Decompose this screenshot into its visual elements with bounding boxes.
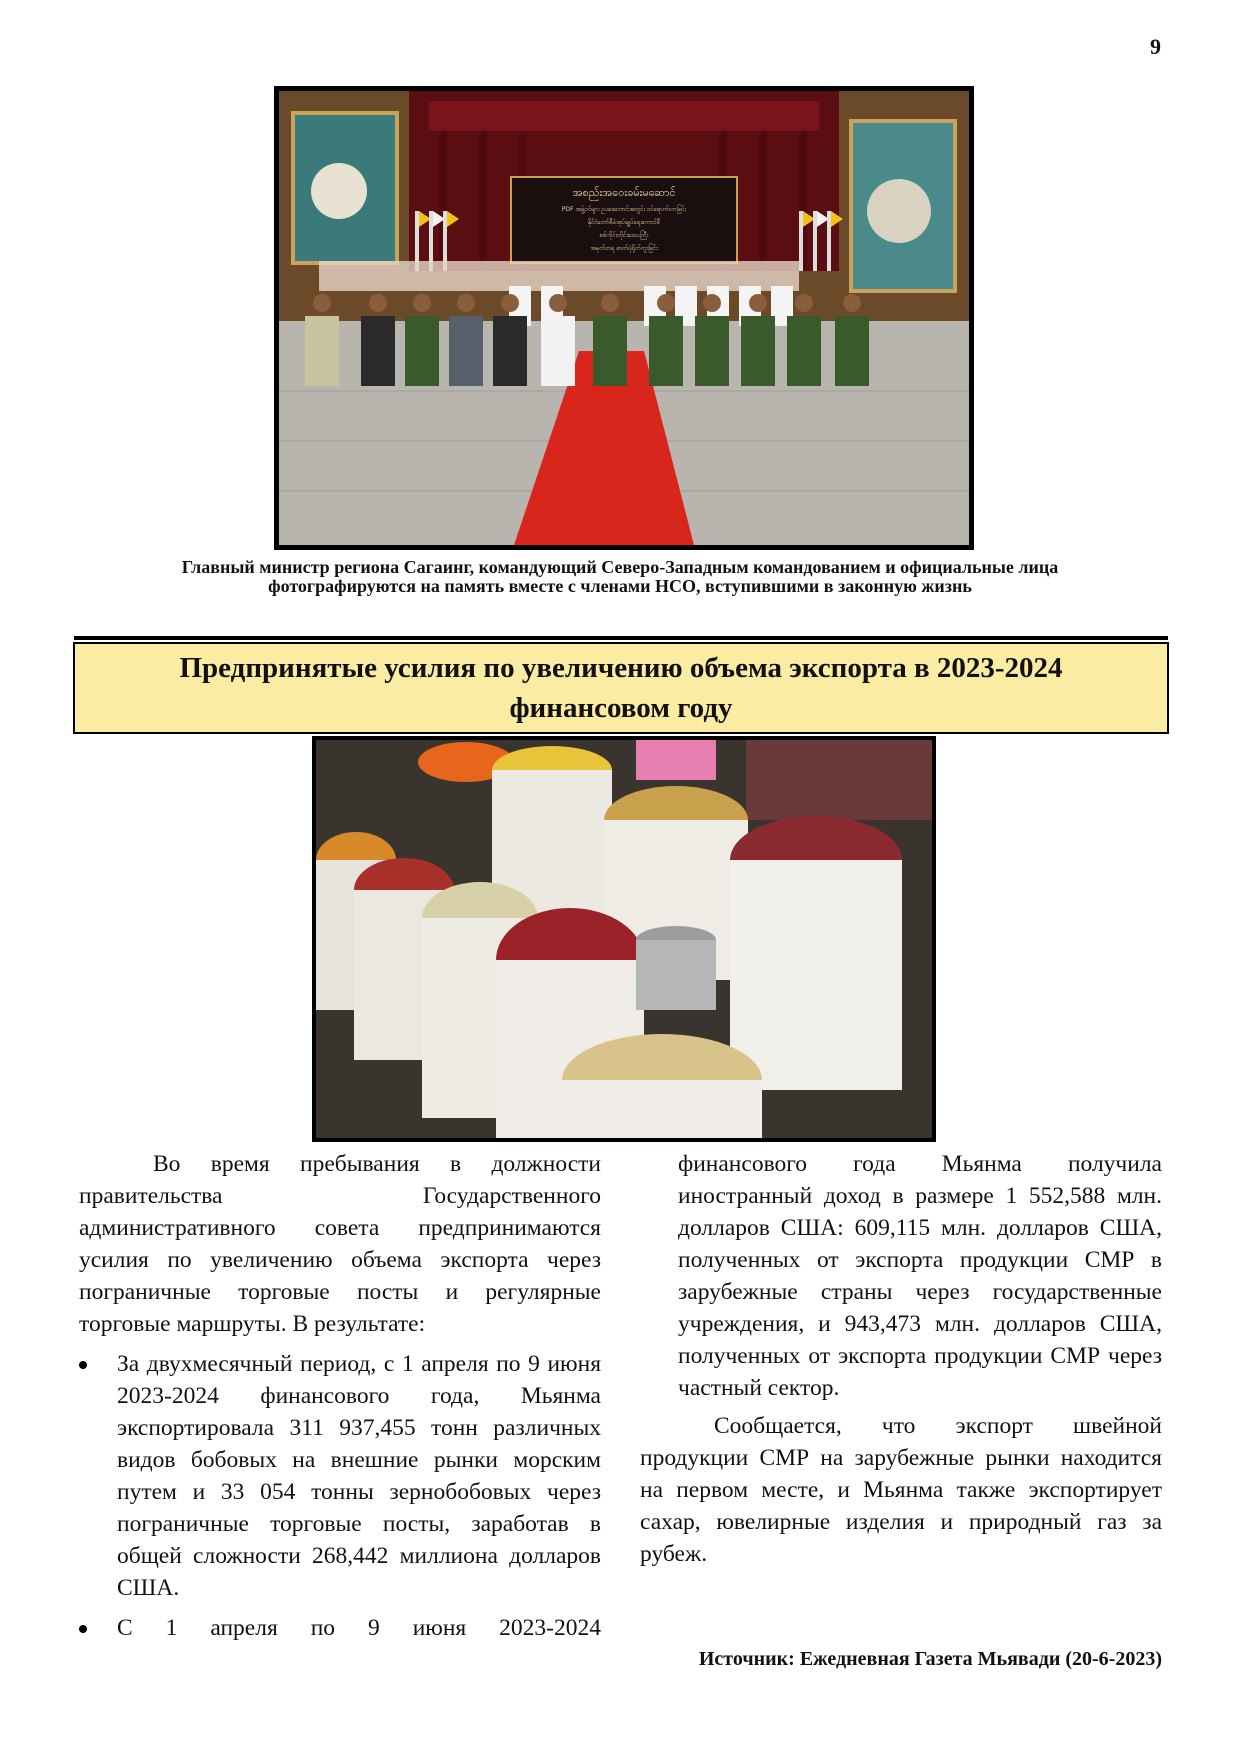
photo-caption: Главный министр региона Сагаинг, командующий Северо-Западным командованием и официальные лица фотографируются на память вместе с членами НСО, вступившими в законную жизнь [181, 557, 1059, 596]
banner-line-4: စစ်ကိုင်းတိုင်းဒေသကြီး [599, 232, 649, 239]
page-number: 9 [1150, 34, 1161, 59]
bullet-text-2-continued: финансового года Мьянма получила иностранный доход в размере 1 552,588 млн. долларов США: 609,115 млн. долларов США, полученных от экспорта продукции СМР в зарубежные страны через государственные учреждения, и 943,473 млн. долларов США, полученных от экспорта продукции СМР через частный сектор. [678, 1151, 1162, 1401]
banner-line-5: အမှတ်တရ ဓာတ်ပုံရိုက်ကူးခြင်း [590, 245, 658, 252]
bullet-icon [79, 1625, 87, 1633]
section-divider [74, 636, 1168, 640]
right-text-column [640, 1148, 1162, 1570]
banner-line-1: အစည်းအဝေးခမ်းမဆောင် [572, 186, 676, 199]
left-text-column [79, 1148, 601, 1652]
banner-line-2: PDF အဖွဲ့ဝင်များ ဥပဒေဘောင်အတွင်း ဝင်ရောက်လာခြင်း [561, 206, 687, 213]
intro-paragraph: Во время пребывания в должности правительства Государственного административного совета предпринимаются усилия по увеличению объема экспорта через пограничные торговые посты и регулярные торговые маршруты. В результате: [79, 1151, 601, 1337]
ceremony-photo [274, 86, 974, 550]
article-heading-box [73, 642, 1169, 734]
banner-line-3: နိုင်ငံတော်စီမံအုပ်ချုပ်ရေးကောင်စီ [587, 219, 661, 226]
bullet-text-1: За двухмесячный период, с 1 апреля по 9 июня 2023-2024 финансового года, Мьянма экспортировала 311 937,455 тонн различных видов бобовых на внешние рынки морским путем и 33 054 тонны зернобобовых через пограничные торговые посты, заработав в общей сложности 268,442 миллиона долларов США. [117, 1351, 601, 1601]
bullet-icon [79, 1361, 87, 1369]
list-item [79, 1612, 601, 1644]
beans-sacks-illustration [316, 740, 932, 1138]
ceremony-photo-illustration [279, 91, 969, 545]
source-line: Источник: Ежедневная Газета Мьявади (20-6-2023) [698, 1648, 1162, 1670]
article-heading: Предпринятые усилия по увеличению объема экспорта в 2023-2024 финансовом году [179, 652, 1063, 724]
export-facts-list [79, 1348, 601, 1644]
closing-paragraph: Сообщается, что экспорт швейной продукции СМР на зарубежные рынки находится на первом месте, и Мьянма также экспортирует сахар, ювелирные изделия и природный газ за рубеж. [640, 1413, 1162, 1567]
beans-sacks-photo [312, 736, 936, 1142]
list-item [79, 1348, 601, 1604]
bullet-text-2-start: С 1 апреля по 9 июня 2023-2024 [117, 1615, 601, 1641]
